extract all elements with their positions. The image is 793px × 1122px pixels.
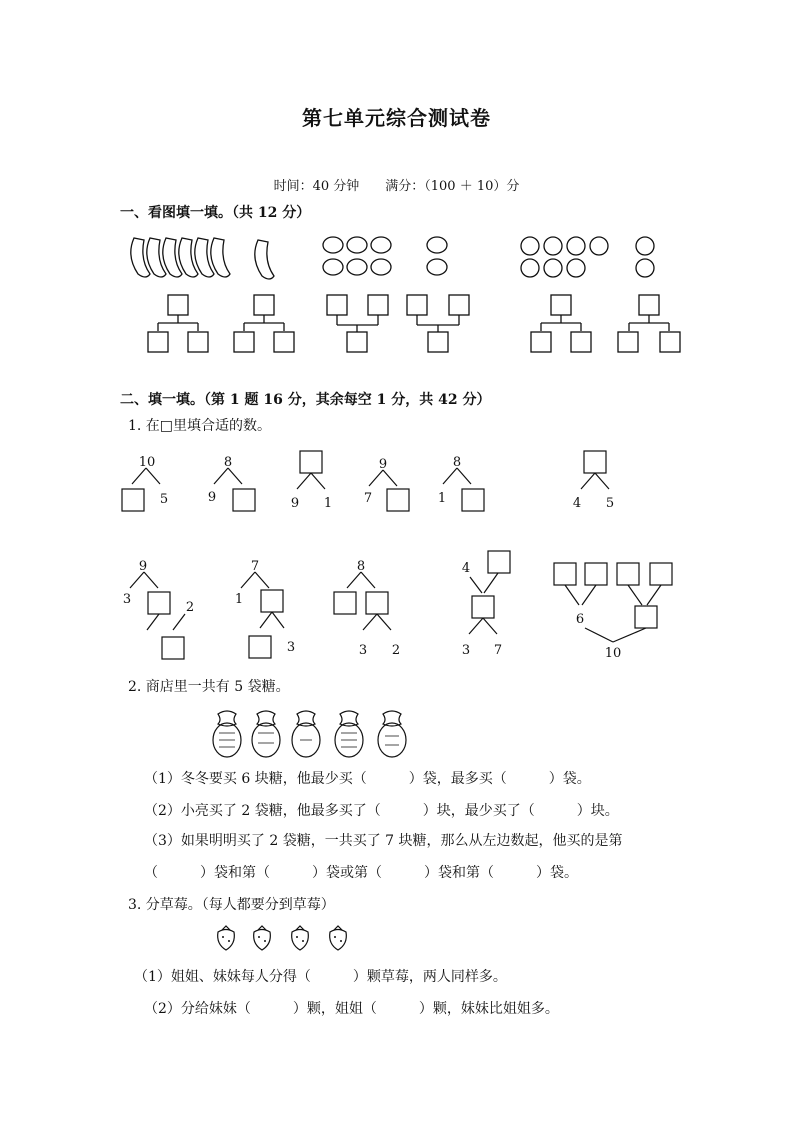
section2-heading: 二、填一填。（第 1 题 16 分，其余每空 1 分，共 42 分） xyxy=(120,392,491,408)
q1-prompt: 1. 在□里填合适的数。 xyxy=(128,418,272,434)
q1-r2-d3-top: 8 xyxy=(356,559,366,574)
strawberry-icon xyxy=(218,926,235,950)
q1-r1-d6-left: 4 xyxy=(572,496,582,511)
q1-r2-d4-b2: 7 xyxy=(493,643,503,658)
q1-r1-d3-left: 9 xyxy=(290,496,300,511)
q1-r1-d5-top: 8 xyxy=(452,455,462,470)
q1-r1-d5-left: 1 xyxy=(437,491,447,506)
q1-r2-d5-left: 6 xyxy=(575,612,585,627)
q1-r2-d2-left: 1 xyxy=(234,592,244,607)
q1-r1-d1-top: 10 xyxy=(138,455,156,470)
q1-r1-d2-top: 8 xyxy=(223,455,233,470)
q3-line-2: （2）分给妹妹（ ）颗，姐姐（ ）颗，妹妹比姐姐多。 xyxy=(144,1001,559,1017)
q3-line-1: （1）姐姐、妹妹每人分得（ ）颗草莓，两人同样多。 xyxy=(134,969,507,985)
q1-r2-d5-bottom: 10 xyxy=(604,646,622,661)
q1-r1-d3-right: 1 xyxy=(323,496,333,511)
q3-prompt: 3. 分草莓。（每人都要分到草莓） xyxy=(128,897,335,913)
strawberry-icon xyxy=(292,926,309,950)
strawberry-icon xyxy=(254,926,271,950)
q1-r1-d2-left: 9 xyxy=(207,490,217,505)
exam-meta: 时间：40 分钟 满分：（100 ＋ 10）分 xyxy=(273,179,520,194)
q1-r2-d3-b2: 2 xyxy=(391,643,401,658)
q2-line-4: （ ）袋和第（ ）袋或第（ ）袋和第（ ）袋。 xyxy=(144,865,578,881)
q2-line-2: （2）小亮买了 2 袋糖，他最多买了（ ）块，最少买了（ ）块。 xyxy=(144,803,619,819)
q1-r1-d4-top: 9 xyxy=(378,457,388,472)
q1-r2-d1-left: 3 xyxy=(122,592,132,607)
q1-r1-d1-right: 5 xyxy=(159,492,169,507)
strawberry-icon xyxy=(330,926,347,950)
q1-r2-d1-top: 9 xyxy=(138,559,148,574)
q2-prompt: 2. 商店里一共有 5 袋糖。 xyxy=(128,679,290,695)
q1-r2-d2-top: 7 xyxy=(250,559,260,574)
q2-line-3: （3）如果明明买了 2 袋糖，一共买了 7 块糖，那么从左边数起，他买的是第 xyxy=(144,833,623,849)
q1-r1-d6-right: 5 xyxy=(605,496,615,511)
q1-r2-d4-b1: 3 xyxy=(461,643,471,658)
page-title: 第七单元综合测试卷 xyxy=(302,106,491,130)
section1-heading: 一、看图填一填。（共 12 分） xyxy=(120,205,311,221)
q1-r2-d4-top: 4 xyxy=(461,561,471,576)
q1-r2-d3-b1: 3 xyxy=(358,643,368,658)
q2-line-1: （1）冬冬要买 6 块糖，他最少买（ ）袋，最多买（ ）袋。 xyxy=(144,771,591,787)
q1-r1-d4-left: 7 xyxy=(363,491,373,506)
q1-r2-d2-bottom: 3 xyxy=(286,640,296,655)
q1-r2-d1-mid: 2 xyxy=(185,600,195,615)
